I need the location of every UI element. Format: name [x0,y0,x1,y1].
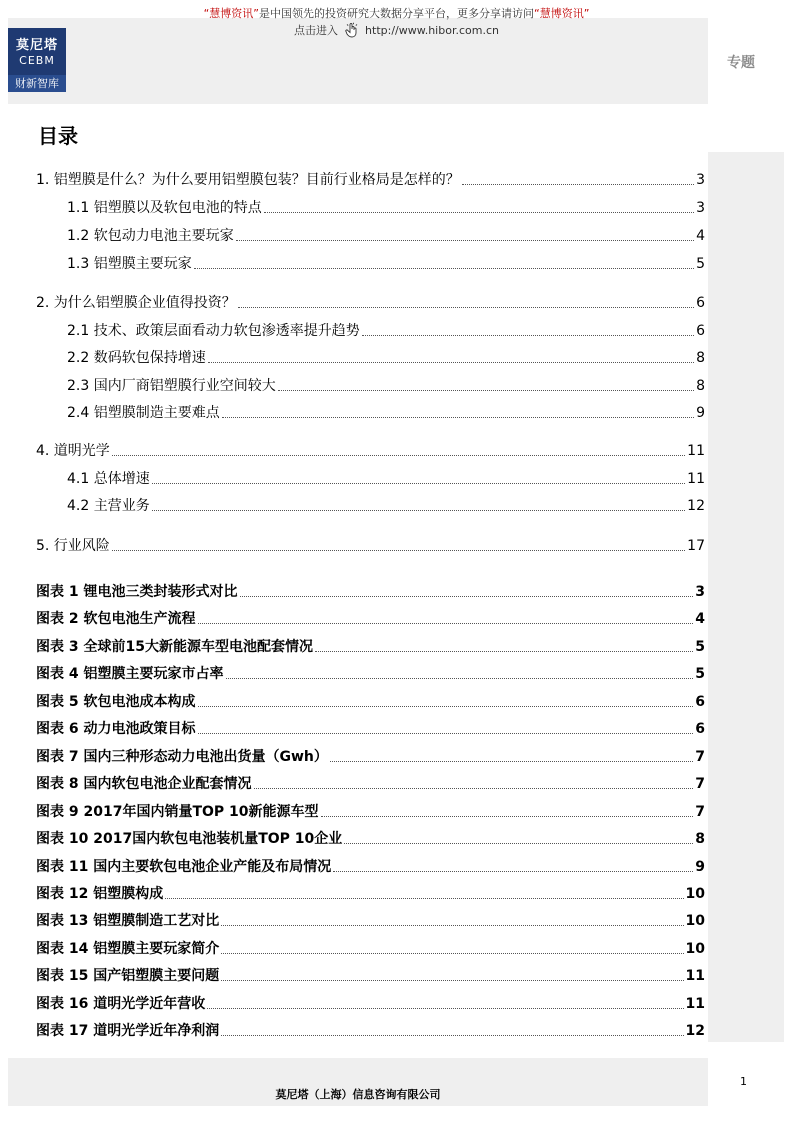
figure-entry[interactable] [36,582,705,602]
dot-leader [333,871,693,872]
figure-entry-text: 图表 3 全球前15大新能源车型电池配套情况 [36,639,313,655]
toc-entry-page: 4 [696,228,705,244]
platform-notice [0,5,793,21]
footer-company: 莫尼塔（上海）信息咨询有限公司 [275,1088,441,1101]
figure-entry-page: 7 [695,749,705,765]
toc-entry[interactable] [36,170,705,190]
site-link-line [0,22,793,38]
figure-entry-text: 图表 2 软包电池生产流程 [36,611,196,627]
toc-entry-page: 17 [687,538,705,554]
toc-entry-page: 8 [696,350,705,366]
toc-entry-page: 12 [687,498,705,514]
toc-entry-page: 8 [696,378,705,394]
figure-entry[interactable] [36,857,705,877]
toc-entry[interactable] [67,469,705,489]
logo-cn-text: 莫尼塔 [15,38,58,53]
right-side-band [708,152,784,1042]
toc-entry-text: 2.4 铝塑膜制造主要难点 [67,405,220,421]
toc-entry-text: 1.1 铝塑膜以及软包电池的特点 [67,200,262,216]
toc-entry[interactable] [67,348,705,368]
figure-entry[interactable] [36,637,705,657]
toc-entry-page: 11 [687,471,705,487]
figure-entry-page: 5 [695,639,705,655]
notice-middle: 是中国领先的投资研究大数据分享平台，更多分享请访问 [259,7,534,20]
figure-entry[interactable] [36,884,705,904]
toc-entry-page: 11 [687,443,705,459]
toc-entry[interactable] [67,403,705,423]
figure-entry-page: 3 [695,584,705,600]
figure-entry-text: 图表 11 国内主要软包电池企业产能及布局情况 [36,859,332,875]
toc-entry-text: 1.3 铝塑膜主要玩家 [67,256,192,272]
toc-entry-page: 5 [696,256,705,272]
cebm-logo [8,28,66,92]
figure-entry-text: 图表 7 国内三种形态动力电池出货量（Gwh） [36,749,328,765]
figure-entry-text: 图表 9 2017年国内销量TOP 10新能源车型 [36,804,319,820]
dot-leader [240,596,694,597]
toc-entry-page: 6 [696,295,705,311]
figure-entry-text: 图表 15 国产铝塑膜主要问题 [36,968,220,984]
figure-entry-text: 图表 8 国内软包电池企业配套情况 [36,776,252,792]
figure-entry-text: 图表 10 2017国内软包电池装机量TOP 10企业 [36,831,343,847]
figure-entry[interactable] [36,774,705,794]
figure-entry[interactable] [36,994,705,1014]
toc-entry-page: 3 [696,172,705,188]
toc-entry[interactable] [67,496,705,516]
dot-leader [112,550,685,551]
hibor-link[interactable]: http://www.hibor.com.cn [365,24,499,37]
figure-entry-text: 图表 4 铝塑膜主要玩家市占率 [36,666,224,682]
figure-entry[interactable] [36,747,705,767]
figure-entry-text: 图表 13 铝塑膜制造工艺对比 [36,913,220,929]
dot-leader [315,651,693,652]
dot-leader [321,816,694,817]
toc-title: 目录 [38,124,78,148]
dot-leader [362,335,694,336]
dot-leader [264,212,694,213]
toc-entry-text: 2.3 国内厂商铝塑膜行业空间较大 [67,378,276,394]
figure-entry-text: 图表 12 铝塑膜构成 [36,886,164,902]
figure-entry-page: 6 [695,694,705,710]
toc-entry-text: 4.2 主营业务 [67,498,150,514]
figure-entry[interactable] [36,664,705,684]
figure-entry-text: 图表 1 锂电池三类封装形式对比 [36,584,238,600]
toc-entry-text: 2.2 数码软包保持增速 [67,350,206,366]
dot-leader [198,623,694,624]
dot-leader [344,843,693,844]
dot-leader [236,240,694,241]
dot-leader [221,925,683,926]
dot-leader [165,898,683,899]
figure-entry-text: 图表 14 铝塑膜主要玩家简介 [36,941,220,957]
figure-entry[interactable] [36,829,705,849]
toc-entry[interactable] [67,376,705,396]
figure-entry-page: 8 [695,831,705,847]
figure-entry-text: 图表 6 动力电池政策目标 [36,721,196,737]
figure-entry[interactable] [36,802,705,822]
toc-entry-page: 9 [696,405,705,421]
notice-brand-open: “慧博资讯” [203,7,259,20]
page-number: 1 [740,1075,747,1088]
figure-entry-page: 10 [685,886,705,902]
dot-leader [112,455,685,456]
toc-entry-text: 2.1 技术、政策层面看动力软包渗透率提升趋势 [67,323,360,339]
figure-entry[interactable] [36,1021,705,1041]
toc-entry[interactable] [67,226,705,246]
dot-leader [254,788,694,789]
dot-leader [226,678,694,679]
toc-entry[interactable] [67,198,705,218]
dot-leader [152,510,685,511]
toc-entry[interactable] [36,441,705,461]
toc-entry-text: 4.1 总体增速 [67,471,150,487]
toc-entry-text: 4. 道明光学 [36,443,110,459]
dot-leader [207,1008,683,1009]
figure-entry-page: 6 [695,721,705,737]
toc-entry-text: 1. 铝塑膜是什么？为什么要用铝塑膜包装？目前行业格局是怎样的？ [36,172,460,188]
figure-entry[interactable] [36,966,705,986]
figure-entry[interactable] [36,609,705,629]
dot-leader [198,706,694,707]
dot-leader [221,1035,683,1036]
toc-entry-page: 6 [696,323,705,339]
link-prefix: 点击进入 [294,24,339,37]
figure-entry-page: 10 [685,941,705,957]
figure-entry[interactable] [36,719,705,739]
dot-leader [221,980,683,981]
toc-entry[interactable] [36,536,705,556]
dot-leader [208,362,694,363]
dot-leader [330,761,693,762]
figure-entry-text: 图表 5 软包电池成本构成 [36,694,196,710]
figure-entry-page: 12 [685,1023,705,1039]
dot-leader [198,733,694,734]
toc-entry[interactable] [67,254,705,274]
hand-pointer-icon [344,22,360,38]
dot-leader [222,417,694,418]
figure-entry-page: 5 [695,666,705,682]
dot-leader [278,390,694,391]
toc-entry-page: 3 [696,200,705,216]
section-tag: 专题 [727,55,755,71]
figure-entry-page: 9 [695,859,705,875]
figure-entry-text: 图表 17 道明光学近年净利润 [36,1023,220,1039]
figure-entry-page: 11 [685,968,705,984]
dot-leader [152,483,685,484]
figure-entry-page: 11 [685,996,705,1012]
figure-entry[interactable] [36,692,705,712]
figure-entry-page: 4 [695,611,705,627]
figure-entry-page: 7 [695,804,705,820]
dot-leader [462,184,694,185]
dot-leader [194,268,694,269]
figure-entry-page: 7 [695,776,705,792]
toc-entry-text: 2. 为什么铝塑膜企业值得投资？ [36,295,236,311]
dot-leader [221,953,683,954]
logo-en-text: CEBM [19,54,55,67]
figure-entry[interactable] [36,911,705,931]
figure-entry-text: 图表 16 道明光学近年营收 [36,996,206,1012]
notice-brand-close: “慧博资讯” [534,7,590,20]
toc-entry[interactable] [36,293,705,313]
figure-entry[interactable] [36,939,705,959]
figure-entry-page: 10 [685,913,705,929]
toc-entry-text: 1.2 软包动力电池主要玩家 [67,228,234,244]
logo-sub-text: 财新智库 [8,75,66,92]
dot-leader [238,307,694,308]
toc-entry-text: 5. 行业风险 [36,538,110,554]
toc-entry[interactable] [67,321,705,341]
